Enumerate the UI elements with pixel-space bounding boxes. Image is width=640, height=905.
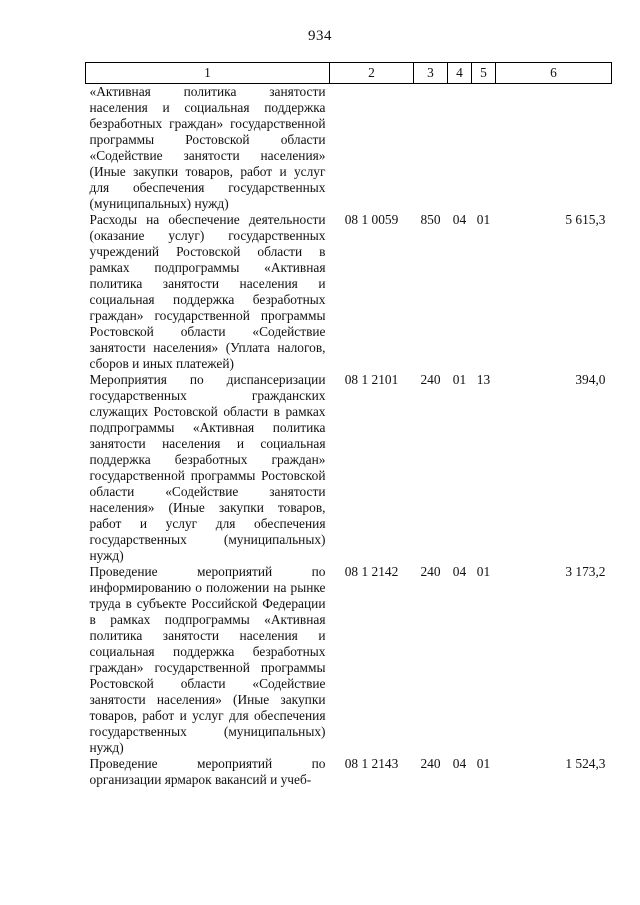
row-target-article: 08 1 2143 [344, 756, 399, 771]
row-expense-type: 240 [420, 564, 441, 579]
table-row [86, 372, 612, 564]
row-expense-type [414, 84, 448, 213]
row-section [448, 84, 472, 213]
header-col-1: 1 [86, 63, 330, 84]
row-description: Проведение мероприятий по организации ярмарок вакансий и учеб- [89, 756, 326, 787]
budget-table [85, 62, 612, 788]
row-expense-type: 240 [420, 372, 441, 387]
table-header-row [86, 63, 612, 84]
header-col-2: 2 [330, 63, 414, 84]
row-amount: 394,0 [575, 372, 606, 387]
row-section: 04 [452, 212, 467, 227]
row-description: Мероприятия по диспансеризации государственных гражданских служащих Ростовской области в рамках подпрограммы «Активная политика занятости населения и социальная поддержка безработных граждан» государственной программы Ростовской области «Содействие занятости населения» (Иные закупки товаров, работ и услуг для обеспечения государственных (муниципальных) нужд) [89, 372, 326, 563]
row-subsection [472, 84, 496, 213]
row-description: «Активная политика занятости населения и социальная поддержка безработных граждан» государственной программы Ростовской области «Содействие занятости населения» (Иные закупки товаров, работ и услуг для обеспечения государственных (муниципальных) нужд) [89, 84, 326, 211]
row-amount: 1 524,3 [565, 756, 606, 771]
row-subsection: 01 [476, 212, 491, 227]
row-target-article: 08 1 2142 [344, 564, 399, 579]
row-target-article: 08 1 0059 [344, 212, 399, 227]
table-row [86, 212, 612, 372]
row-subsection: 01 [476, 756, 491, 771]
row-expense-type: 240 [420, 756, 441, 771]
row-section: 04 [452, 756, 467, 771]
row-expense-type: 850 [420, 212, 441, 227]
row-target-article: 08 1 2101 [344, 372, 399, 387]
row-amount: 3 173,2 [565, 564, 606, 579]
row-section: 04 [452, 564, 467, 579]
header-col-3: 3 [414, 63, 448, 84]
row-amount [496, 84, 612, 213]
row-subsection: 13 [476, 372, 491, 387]
row-description: Проведение мероприятий по информированию о положении на рынке труда в субъекте Российской Федерации в рамках подпрограммы «Активная политика занятости населения и социальная поддержка безработных граждан» государственной программы Ростовской области «Содействие занятости населения» (Иные закупки товаров, работ и услуг для обеспечения государственных (муниципальных) нужд) [89, 564, 326, 755]
page-number: 934 [308, 28, 332, 44]
row-target-article [330, 84, 414, 213]
row-subsection: 01 [476, 564, 491, 579]
header-col-5: 5 [472, 63, 496, 84]
row-amount: 5 615,3 [565, 212, 606, 227]
table-row [86, 84, 612, 213]
header-col-6: 6 [496, 63, 612, 84]
row-description: Расходы на обеспечение деятельности (оказание услуг) государственных учреждений Ростовской области в рамках подпрограммы «Активная политика занятости населения и социальная поддержка безработных граждан» государственной программы Ростовской области «Содействие занятости населения» (Уплата налогов, сборов и иных платежей) [89, 212, 326, 371]
table-row [86, 756, 612, 788]
header-col-4: 4 [448, 63, 472, 84]
table-row [86, 564, 612, 756]
row-section: 01 [452, 372, 467, 387]
